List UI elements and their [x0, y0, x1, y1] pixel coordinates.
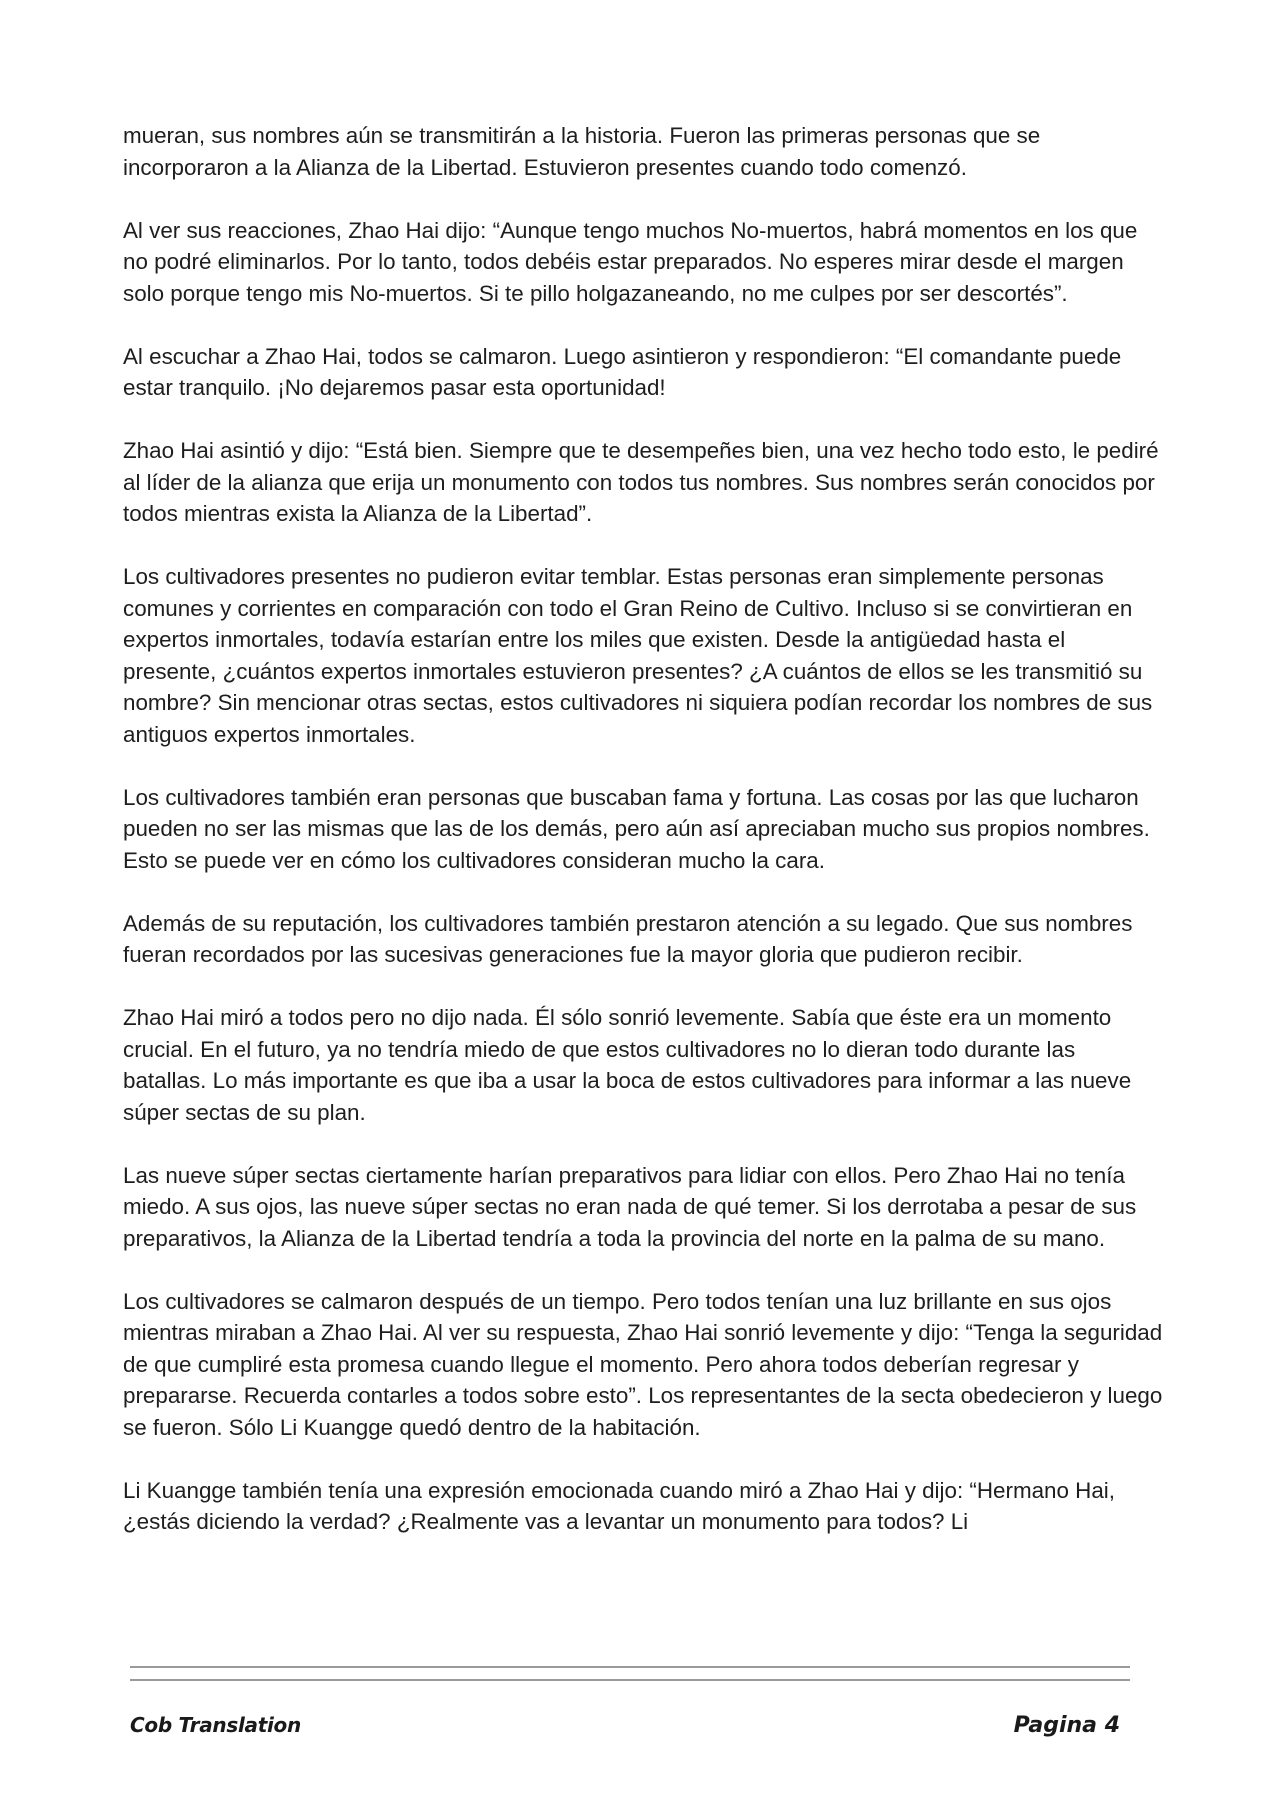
- paragraph: Li Kuangge también tenía una expresión emocionada cuando miró a Zhao Hai y dijo: “Hermano Hai, ¿estás diciendo la verdad? ¿Realmente vas a levantar un monumento para todos? Li: [123, 1477, 1115, 1534]
- paragraph: mueran, sus nombres aún se transmitirán a la historia. Fueron las primeras personas que se incorporaron a la Alianza de la Libertad. Estuvieron presentes cuando todo comenzó.: [123, 123, 1041, 180]
- paragraph: Los cultivadores presentes no pudieron evitar temblar. Estas personas eran simplemente personas comunes y corrientes en comparación con todo el Gran Reino de Cultivo. Incluso si se convirtieran en expertos inmortales, todavía estarían entre los miles que existen. Desde la antigüedad hasta el presente, ¿cuántos expertos inmortales estuvieron presentes? ¿A cuántos de ellos se les transmitió su nombre? Sin mencionar otras sectas, estos cultivadores ni siquiera podían recordar los nombres de sus antiguos expertos inmortales.: [123, 564, 1153, 747]
- paragraph: Al ver sus reacciones, Zhao Hai dijo: “Aunque tengo muchos No-muertos, habrá momentos en los que no podré eliminarlos. Por lo tanto, todos debéis estar preparados. No esperes mirar desde el margen solo porque tengo mis No-muertos. Si te pillo holgazaneando, no me culpes por ser descortés”.: [123, 217, 1138, 306]
- footer-page-number: Pagina 4: [1013, 1713, 1120, 1738]
- document-body: [123, 120, 1163, 1569]
- paragraph: Las nueve súper sectas ciertamente harían preparativos para lidiar con ellos. Pero Zhao Hai no tenía miedo. A sus ojos, las nueve súper sectas no eran nada de qué temer. Si los derrotaba a pesar de sus preparativos, la Alianza de la Libertad tendría a toda la provincia del norte en la palma de su mano.: [123, 1162, 1137, 1251]
- paragraph: Además de su reputación, los cultivadores también prestaron atención a su legado. Que sus nombres fueran recordados por las sucesivas generaciones fue la mayor gloria que pudieron recibir.: [123, 910, 1133, 967]
- footer-divider-top: [130, 1666, 1130, 1668]
- footer-translator-credit: Cob Translation: [130, 1713, 301, 1737]
- paragraph: Los cultivadores también eran personas que buscaban fama y fortuna. Las cosas por las que lucharon pueden no ser las mismas que las de los demás, pero aún así apreciaban mucho sus propios nombres. Esto se puede ver en cómo los cultivadores consideran mucho la cara.: [123, 784, 1150, 873]
- paragraph: Los cultivadores se calmaron después de un tiempo. Pero todos tenían una luz brillante en sus ojos mientras miraban a Zhao Hai. Al ver su respuesta, Zhao Hai sonrió levemente y dijo: “Tenga la seguridad de que cumpliré esta promesa cuando llegue el momento. Pero ahora todos deberían regresar y prepararse. Recuerda contarles a todos sobre esto”. Los representantes de la secta obedecieron y luego se fueron. Sólo Li Kuangge quedó dentro de la habitación.: [123, 1288, 1163, 1440]
- footer-divider-bottom: [130, 1679, 1130, 1681]
- paragraph: Al escuchar a Zhao Hai, todos se calmaron. Luego asintieron y respondieron: “El comandante puede estar tranquilo. ¡No dejaremos pasar esta oportunidad!: [123, 343, 1122, 400]
- paragraph: Zhao Hai asintió y dijo: “Está bien. Siempre que te desempeñes bien, una vez hecho todo esto, le pediré al líder de la alianza que erija un monumento con todos tus nombres. Sus nombres serán conocidos por todos mientras exista la Alianza de la Libertad”.: [123, 438, 1159, 526]
- paragraph: Zhao Hai miró a todos pero no dijo nada. Él sólo sonrió levemente. Sabía que éste era un momento crucial. En el futuro, ya no tendría miedo de que estos cultivadores no lo dieran todo durante las batallas. Lo más importante es que iba a usar la boca de estos cultivadores para informar a las nueve súper sectas de su plan.: [123, 1005, 1132, 1125]
